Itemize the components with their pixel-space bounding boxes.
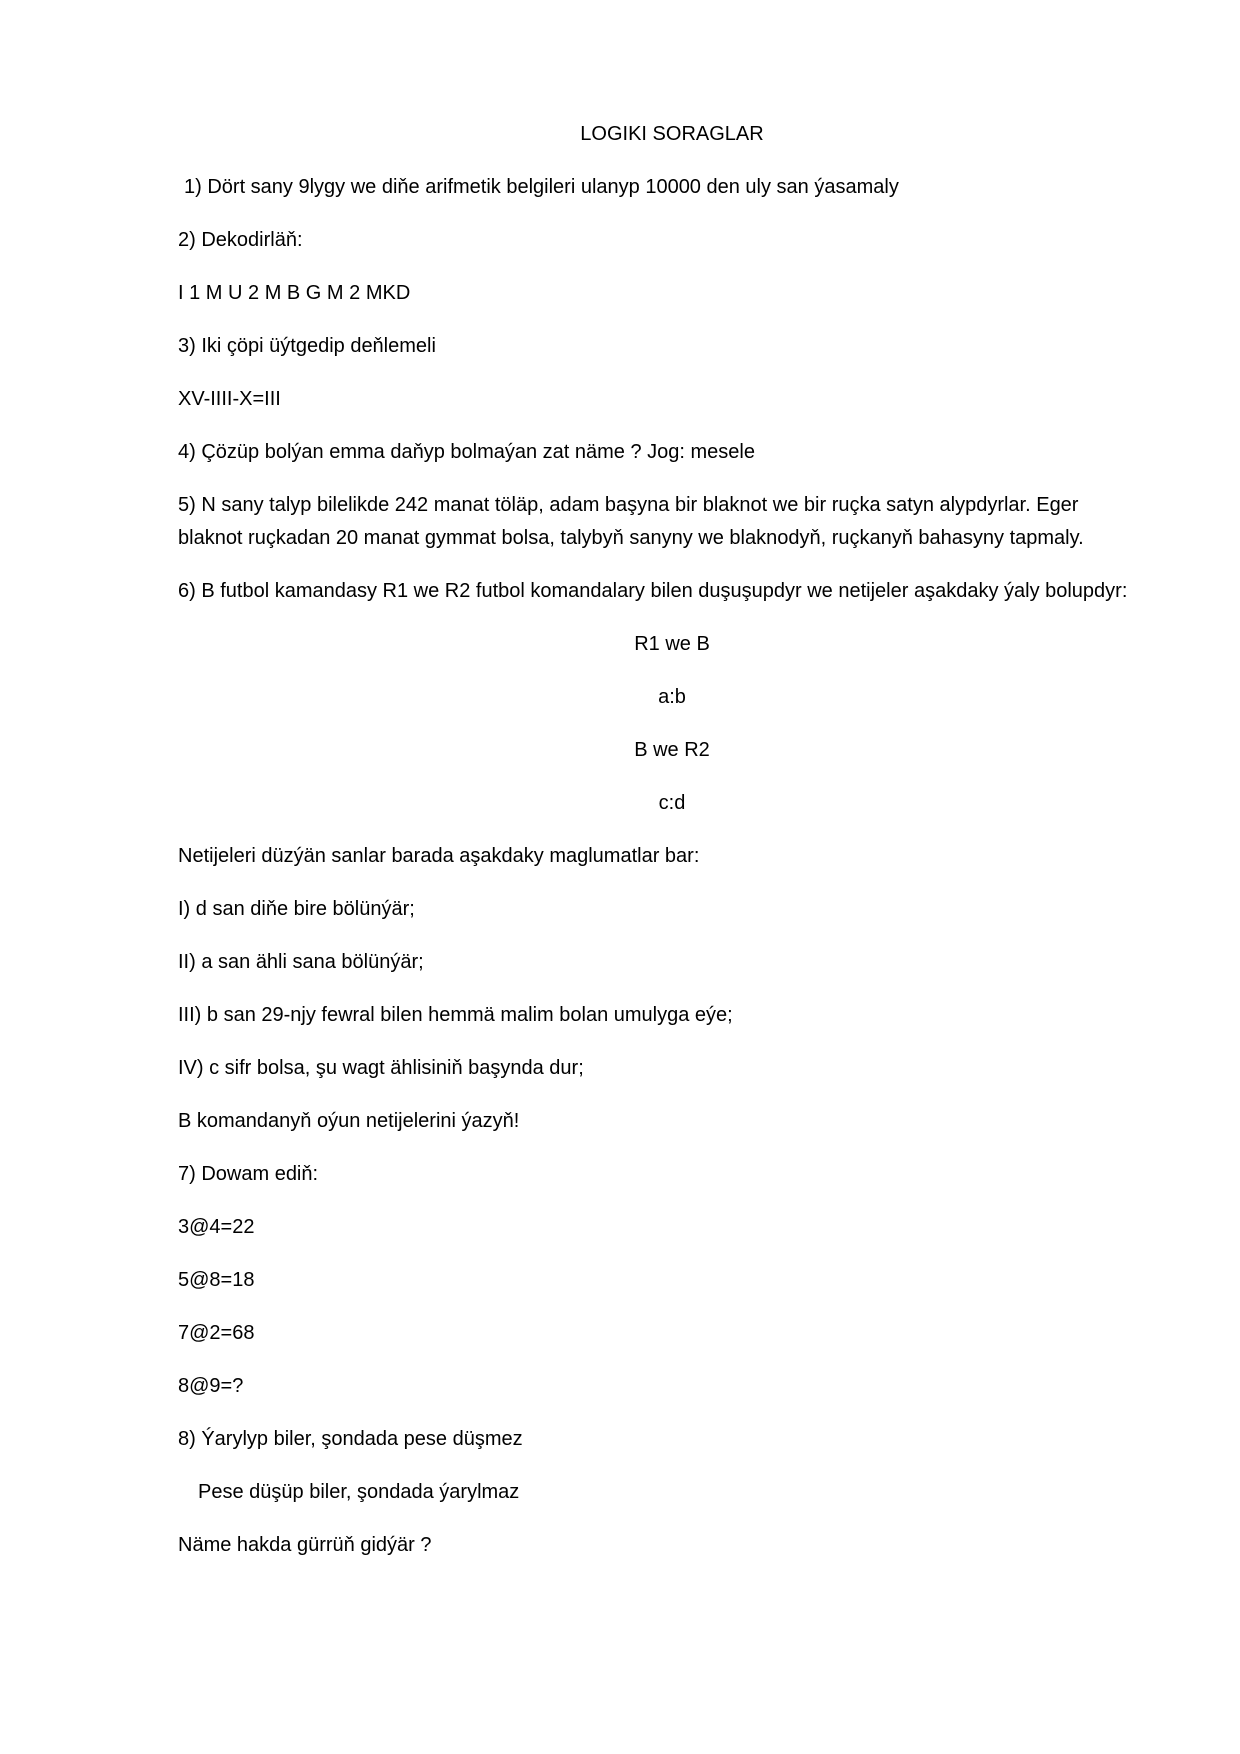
question-6: 6) B futbol kamandasy R1 we R2 futbol komandalary bilen duşuşupdyr we netijeler aşakdaky ýaly bolupdyr: bbox=[178, 580, 1128, 602]
question-8-line-2: Pese düşüp biler, şondada ýarylmaz bbox=[198, 1481, 520, 1503]
question-5: 5) N sany talyp bilelikde 242 manat töläp, adam başyna bir blaknot we bir ruçka satyn alypdyrlar. Eger blaknot ruçkadan 20 manat gymmat bolsa, talybyň sanyny we blaknodyň, ruçkanyň bahasyny tapmaly. bbox=[178, 494, 1085, 549]
question-6-clue-iii: III) b san 29-njy fewral bilen hemmä malim bolan umulyga eýe; bbox=[178, 1004, 733, 1026]
question-6-score-1: a:b bbox=[658, 686, 686, 708]
question-3-equation: XV-IIII-X=III bbox=[178, 388, 281, 410]
question-6-match-1: R1 we B bbox=[634, 633, 710, 655]
question-7-line-3: 7@2=68 bbox=[178, 1322, 255, 1344]
question-6-clue-iv: IV) c sifr bolsa, şu wagt ählisiniň başynda dur; bbox=[178, 1057, 584, 1079]
question-6-clue-i: I) d san diňe bire bölünýär; bbox=[178, 898, 415, 920]
question-3: 3) Iki çöpi üýtgedip deňlemeli bbox=[178, 335, 436, 357]
question-1: 1) Dört sany 9lygy we diňe arifmetik belgileri ulanyp 10000 den uly san ýasamaly bbox=[184, 176, 899, 198]
question-6-info: Netijeleri düzýän sanlar barada aşakdaky maglumatlar bar: bbox=[178, 845, 700, 867]
question-7-line-2: 5@8=18 bbox=[178, 1269, 255, 1291]
question-6-score-2: c:d bbox=[658, 792, 686, 814]
question-6-task: B komandanyň oýun netijelerini ýazyň! bbox=[178, 1110, 520, 1132]
question-4: 4) Çözüp bolýan emma daňyp bolmaýan zat näme ? Jog: mesele bbox=[178, 441, 755, 463]
question-7: 7) Dowam ediň: bbox=[178, 1163, 319, 1185]
question-7-line-1: 3@4=22 bbox=[178, 1216, 255, 1238]
question-6-match-2: B we R2 bbox=[634, 739, 710, 761]
question-7-line-4: 8@9=? bbox=[178, 1375, 244, 1397]
document-title: LOGIKI SORAGLAR bbox=[580, 123, 764, 145]
question-8-line-1: 8) Ýarylyp biler, şondada pese düşmez bbox=[178, 1428, 523, 1450]
question-8-question: Näme hakda gürrüň gidýär ? bbox=[178, 1534, 432, 1556]
question-2: 2) Dekodirläň: bbox=[178, 229, 303, 251]
question-2-code: I 1 M U 2 M B G M 2 MKD bbox=[178, 282, 411, 304]
document-body bbox=[178, 118, 1148, 1582]
question-6-clue-ii: II) a san ähli sana bölünýär; bbox=[178, 951, 424, 973]
